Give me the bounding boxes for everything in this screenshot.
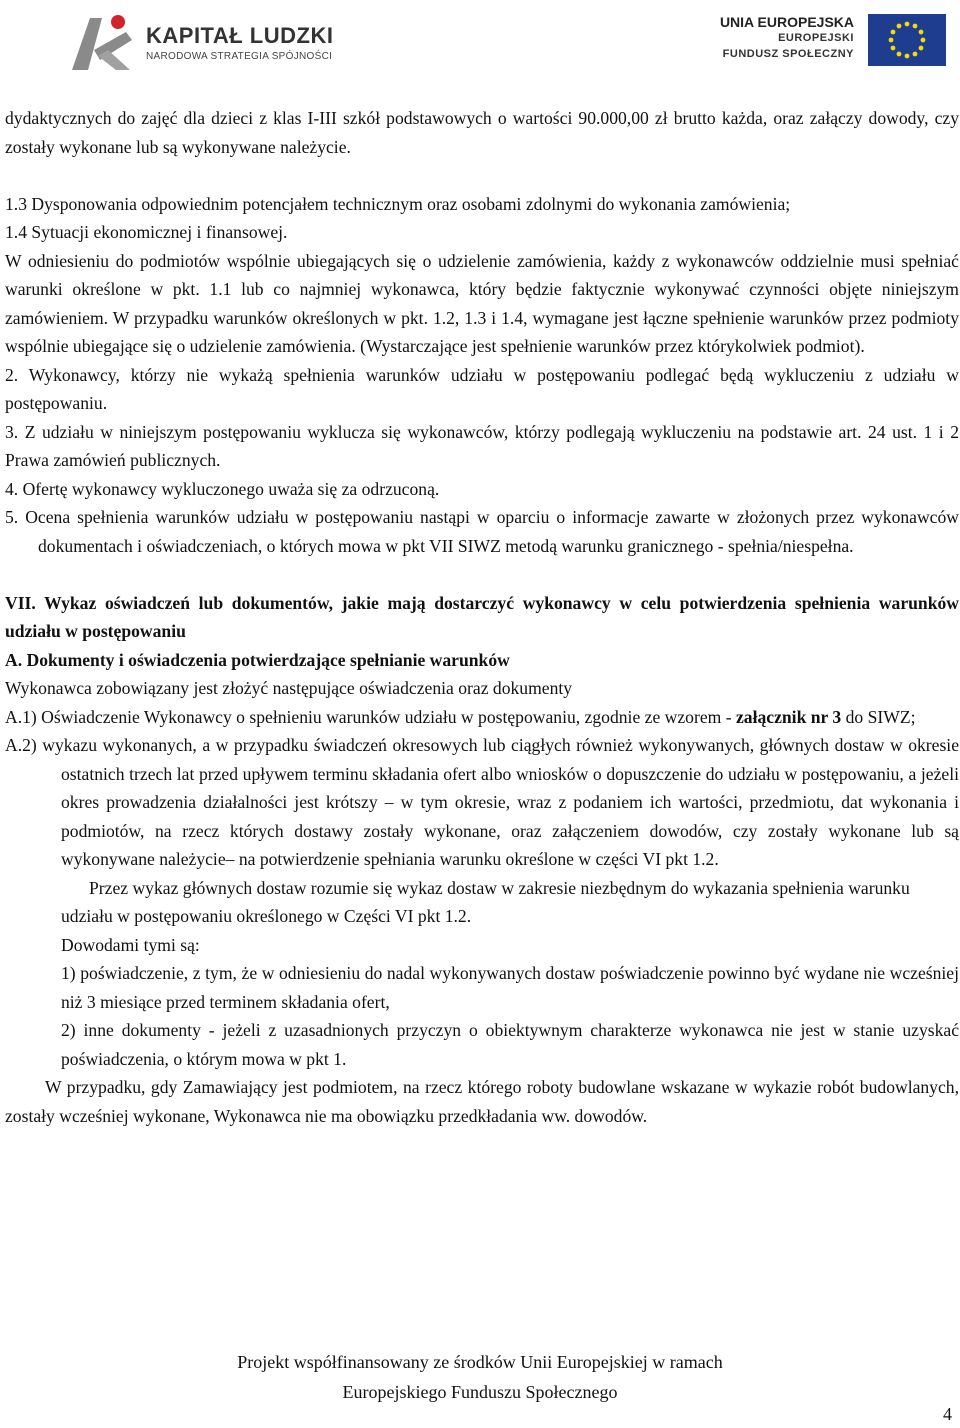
- eu-logo-line1: UNIA EUROPEJSKA: [719, 14, 854, 30]
- eu-logo-line3: FUNDUSZ SPOŁECZNY: [722, 48, 854, 60]
- paragraph-intro-continuation: dydaktycznych do zajęć dla dzieci z klas I-III szkół podstawowych o wartości 90.000,00 zł brutto każda, oraz załączy dowody, czy zostały wykonane lub są wykonywane należycie.: [5, 108, 959, 157]
- eu-flag-icon: [868, 14, 946, 66]
- kapital-ludzki-emblem-icon: [68, 10, 138, 74]
- list-item-a2: A.2) wykazu wykonanych, a w przypadku świadczeń okresowych lub ciągłych również wykonywanych, głównych dostaw w okresie ostatnich trzech lat przed upływem terminu składania ofert albo wniosków o dopuszczenie do udziału w postępowaniu, a jeżeli okres prowadzenia działalności jest krótszy – w tym okresie, wraz z podaniem ich wartości, przedmiotu, dat wykonania i podmiotów, na rzecz których dostawy zostały wykonane, oraz załączeniem dowodów, czy zostały wykonane lub są wykonywane należycie– na potwierdzenie spełniania warunku określone w części VI pkt 1.2.: [5, 735, 959, 869]
- eu-logo: [720, 14, 946, 66]
- list-item-5: 5. Ocena spełnienia warunków udziału w postępowaniu nastąpi w oparciu o informacje zawarte w złożonych przez wykonawców dokumentach i oświadczeniach, o których mowa w pkt VII SIWZ metodą warunku granicznego - spełnia/niespełna.: [5, 507, 959, 556]
- list-item-evidence-1: 1) poświadczenie, z tym, że w odniesieniu do nadal wykonywanych dostaw poświadczenie powinno być wydane nie wcześniej niż 3 miesiące przed terminem składania ofert,: [61, 963, 959, 1012]
- paragraph-deliveries-definition: Przez wykaz głównych dostaw rozumie się wykaz dostaw w zakresie niezbędnym do wykazania spełnienia warunku udziału w postępowaniu określonego w Części VI pkt 1.2.: [61, 877, 910, 926]
- paragraph-required-documents: Wykonawca zobowiązany jest złożyć następujące oświadczenia oraz dokumenty: [5, 678, 573, 698]
- kapital-ludzki-title: KAPITAŁ LUDZKI: [146, 22, 334, 48]
- document-body: [5, 104, 959, 1130]
- list-item-3: 3. Z udziału w niniejszym postępowaniu wyklucza się wykonawców, którzy podlegają wykluczeniu na podstawie art. 24 ust. 1 i 2 Prawa zamówień publicznych.: [5, 421, 959, 470]
- list-item-1-4: 1.4 Sytuacji ekonomicznej i finansowej.: [5, 222, 288, 242]
- section-heading-a: A. Dokumenty i oświadczenia potwierdzające spełnianie warunków: [5, 649, 510, 670]
- footer-line-2: Europejskiego Funduszu Społecznego: [342, 1382, 618, 1402]
- page-header: [0, 0, 960, 88]
- page-number: 4: [943, 1404, 952, 1424]
- footer-line-1: Projekt współfinansowany ze środków Unii Europejskiej w ramach: [237, 1352, 723, 1372]
- list-item-2: 2. Wykonawcy, którzy nie wykażą spełnienia warunków udziału w postępowaniu podlegać będą wykluczeniu z udziału w postępowaniu.: [5, 364, 959, 413]
- section-heading-vii: VII. Wykaz oświadczeń lub dokumentów, jakie mają dostarczyć wykonawcy w celu potwierdzenia spełnienia warunków udziału w postępowaniu: [5, 592, 959, 641]
- paragraph-final-note: W przypadku, gdy Zamawiający jest podmiotem, na rzecz którego roboty budowlane wskazane w wykazie robót budowlanych, zostały wcześniej wykonane, Wykonawca nie ma obowiązku przedkładania ww. dowodów.: [5, 1077, 959, 1126]
- list-item-evidence-2: 2) inne dokumenty - jeżeli z uzasadnionych przyczyn o obiektywnym charakterze wykonawca nie jest w stanie uzyskać poświadczenia, o którym mowa w pkt 1.: [61, 1020, 959, 1069]
- eu-logo-line2: EUROPEJSKI: [778, 32, 854, 44]
- paragraph-evidence-intro: Dowodami tymi są:: [61, 934, 200, 955]
- list-item-4: 4. Ofertę wykonawcy wykluczonego uważa się za odrzuconą.: [5, 478, 440, 499]
- list-item-a1: A.1) Oświadczenie Wykonawcy o spełnieniu warunków udziału w postępowaniu, zgodnie ze wzorem - załącznik nr 3 do SIWZ;: [5, 706, 916, 727]
- list-item-1-3: 1.3 Dysponowania odpowiednim potencjałem technicznym oraz osobami zdolnymi do wykonania zamówienia;: [5, 193, 791, 214]
- paragraph-joint-bidders: W odniesieniu do podmiotów wspólnie ubiegających się o udzielenie zamówienia, każdy z wykonawców oddzielnie musi spełniać warunki określone w pkt. 1.1 lub co najmniej wykonawca, który będzie faktycznie wykonywać czynności objęte niniejszym zamówieniem. W przypadku warunków określonych w pkt. 1.2, 1.3 i 1.4, wymagane jest łączne spełnienie warunków przez podmioty wspólnie ubiegające się o udzielenie zamówienia. (Wystarczające jest spełnienie warunków przez którykolwiek podmiot).: [5, 250, 959, 356]
- kapital-ludzki-logo: [68, 10, 333, 74]
- page-footer: [0, 1347, 960, 1407]
- kapital-ludzki-subtitle: NARODOWA STRATEGIA SPÓJNOŚCI: [146, 50, 333, 62]
